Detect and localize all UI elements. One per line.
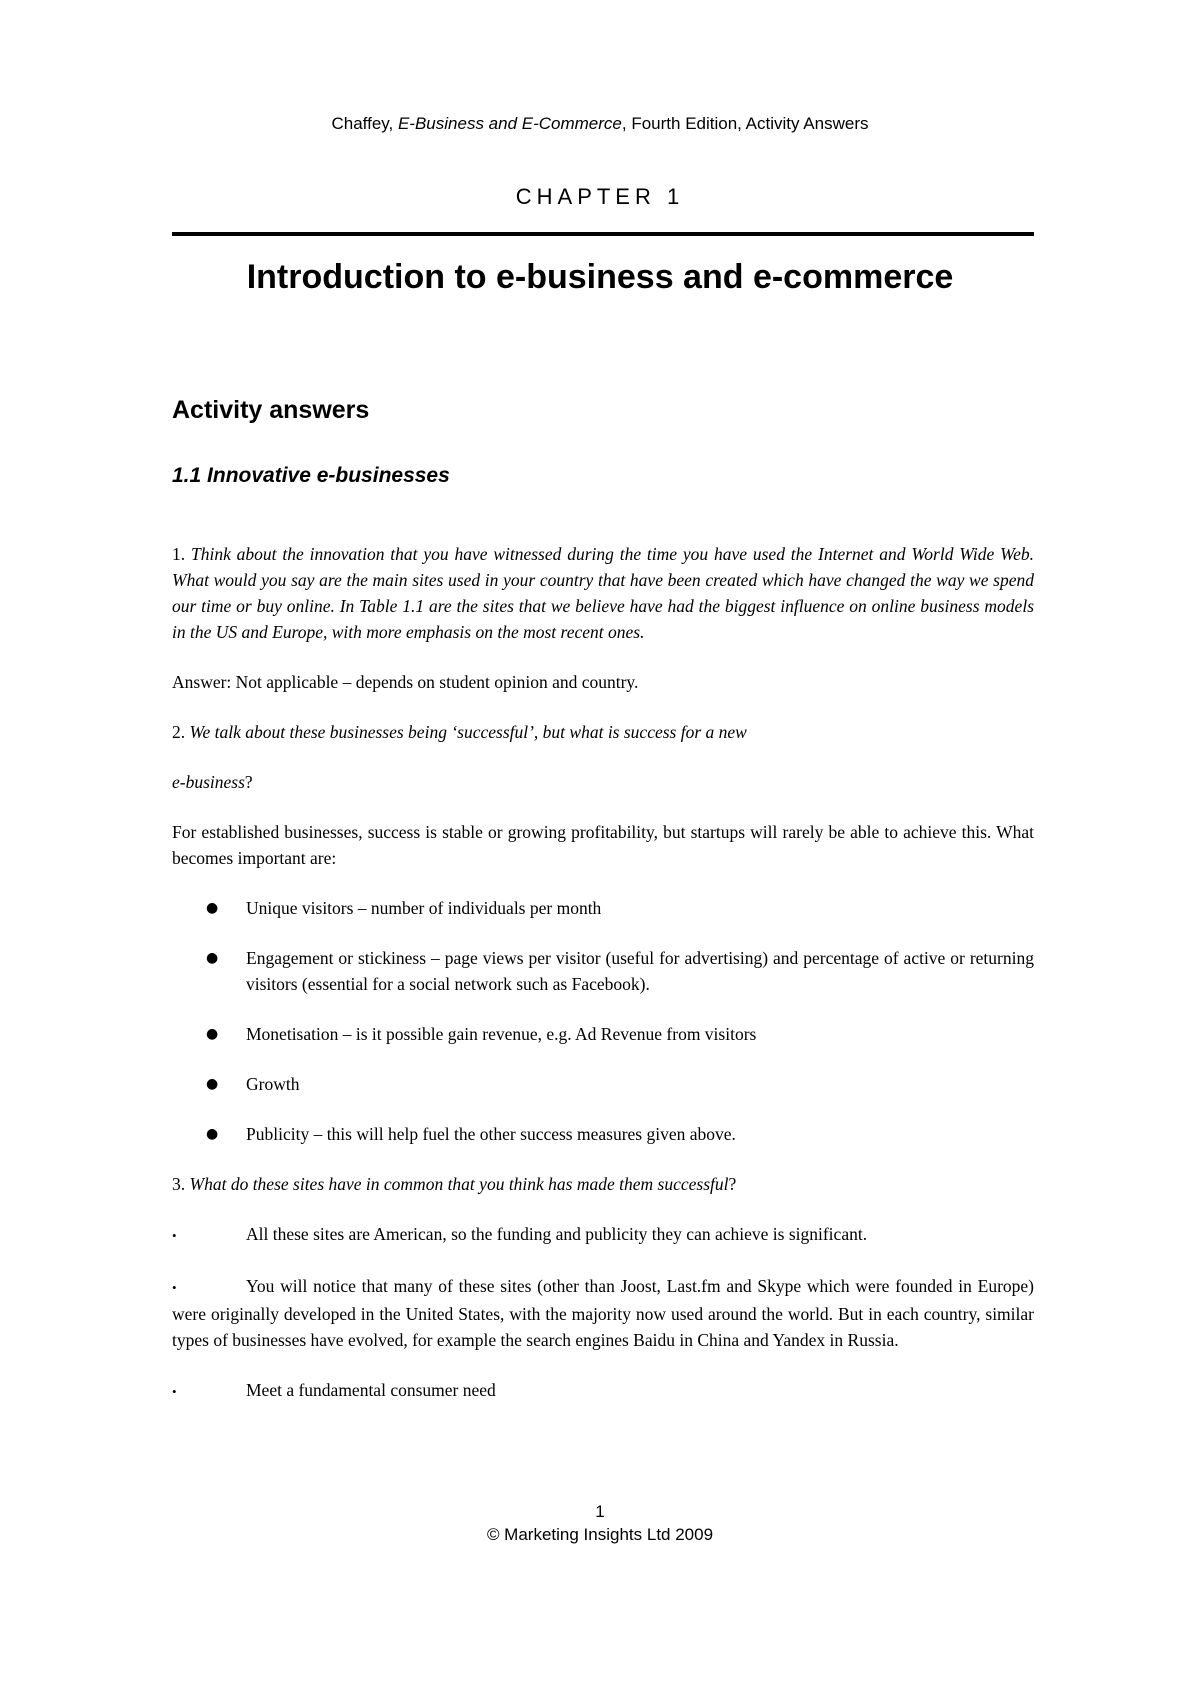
question-2-mark: ? xyxy=(244,772,253,792)
chapter-divider xyxy=(172,232,1034,236)
list-item-text: Monetisation – is it possible gain revenue, e.g. Ad Revenue from visitors xyxy=(246,1024,757,1044)
bullet-icon: • xyxy=(172,1384,177,1399)
section-heading: Activity answers xyxy=(172,396,370,424)
answer-3-point xyxy=(172,1377,1034,1405)
page-number: 1 xyxy=(595,1502,605,1521)
list-item xyxy=(172,1071,1034,1097)
bullet-icon: ● xyxy=(206,900,219,916)
question-2-text: We talk about these businesses being ‘successful’, but what is success for a new xyxy=(189,722,747,742)
list-item-text: Growth xyxy=(246,1074,300,1094)
success-measures-list xyxy=(172,895,1034,1147)
question-3-number: 3. xyxy=(172,1174,190,1194)
question-2-line-1 xyxy=(172,719,1034,745)
list-item-text: Publicity – this will help fuel the other success measures given above. xyxy=(246,1124,736,1144)
list-item xyxy=(172,1021,1034,1047)
bullet-icon: ● xyxy=(206,950,219,966)
list-item xyxy=(172,1121,1034,1147)
answer-3-point xyxy=(172,1221,1034,1249)
list-item xyxy=(172,895,1034,921)
header-book-title: E-Business and E-Commerce xyxy=(397,114,622,133)
bullet-icon: • xyxy=(172,1280,177,1295)
question-3-mark: ? xyxy=(728,1174,737,1194)
list-item-text: Unique visitors – number of individuals per month xyxy=(246,898,602,918)
question-2-number: 2. xyxy=(172,722,190,742)
chapter-label: CHAPTER 1 xyxy=(515,184,685,209)
body-content xyxy=(172,541,1034,1429)
bullet-icon: ● xyxy=(206,1126,219,1142)
question-1 xyxy=(172,541,1034,645)
list-item xyxy=(172,945,1034,997)
header-author: Chaffey, xyxy=(331,114,398,133)
chapter-title: Introduction to e-business and e-commerce xyxy=(246,258,954,296)
question-3-text: What do these sites have in common that you think has made them successful xyxy=(189,1174,729,1194)
question-2-line-2 xyxy=(172,769,1034,795)
answer-1: Answer: Not applicable – depends on student opinion and country. xyxy=(172,672,639,692)
header-edition: , Fourth Edition, Activity Answers xyxy=(621,114,869,133)
question-2-text-continued: e-business xyxy=(172,772,245,792)
answer-3-point-text: All these sites are American, so the funding and publicity they can achieve is significant. xyxy=(246,1224,868,1244)
list-item-text: Engagement or stickiness – page views per visitor (useful for advertising) and percentage of active or returning visitors (essential for a social network such as Facebook). xyxy=(246,948,1034,994)
bullet-icon: ● xyxy=(206,1026,219,1042)
bullet-icon: ● xyxy=(206,1076,219,1092)
answer-3-point-text: You will notice that many of these sites (other than Joost, Last.fm and Skype which were founded in Europe) were originally developed in the United States, with the majority now used around the world. But in each country, similar types of businesses have evolved, for example the search engines Baidu in China and Yandex in Russia. xyxy=(172,1276,1034,1350)
answer-3-point-text: Meet a fundamental consumer need xyxy=(246,1380,496,1400)
copyright-notice: © Marketing Insights Ltd 2009 xyxy=(486,1525,714,1544)
bullet-icon: • xyxy=(172,1228,177,1243)
question-1-text: Think about the innovation that you have witnessed during the time you have used the Internet and World Wide Web. What would you say are the main sites used in your country that have been created which have changed the way we spend our time or buy online. In Table 1.1 are the sites that we believe have had the biggest influence on online business models in the US and Europe, with more emphasis on the most recent ones. xyxy=(172,544,1035,642)
answer-2-intro: For established businesses, success is stable or growing profitability, but startups will rarely be able to achieve this. What becomes important are: xyxy=(172,822,1034,868)
answer-3-point xyxy=(172,1273,1034,1353)
question-3 xyxy=(172,1171,1034,1197)
subsection-heading: 1.1 Innovative e-businesses xyxy=(172,464,450,487)
running-header xyxy=(0,114,1200,134)
question-1-number: 1. xyxy=(172,544,191,564)
